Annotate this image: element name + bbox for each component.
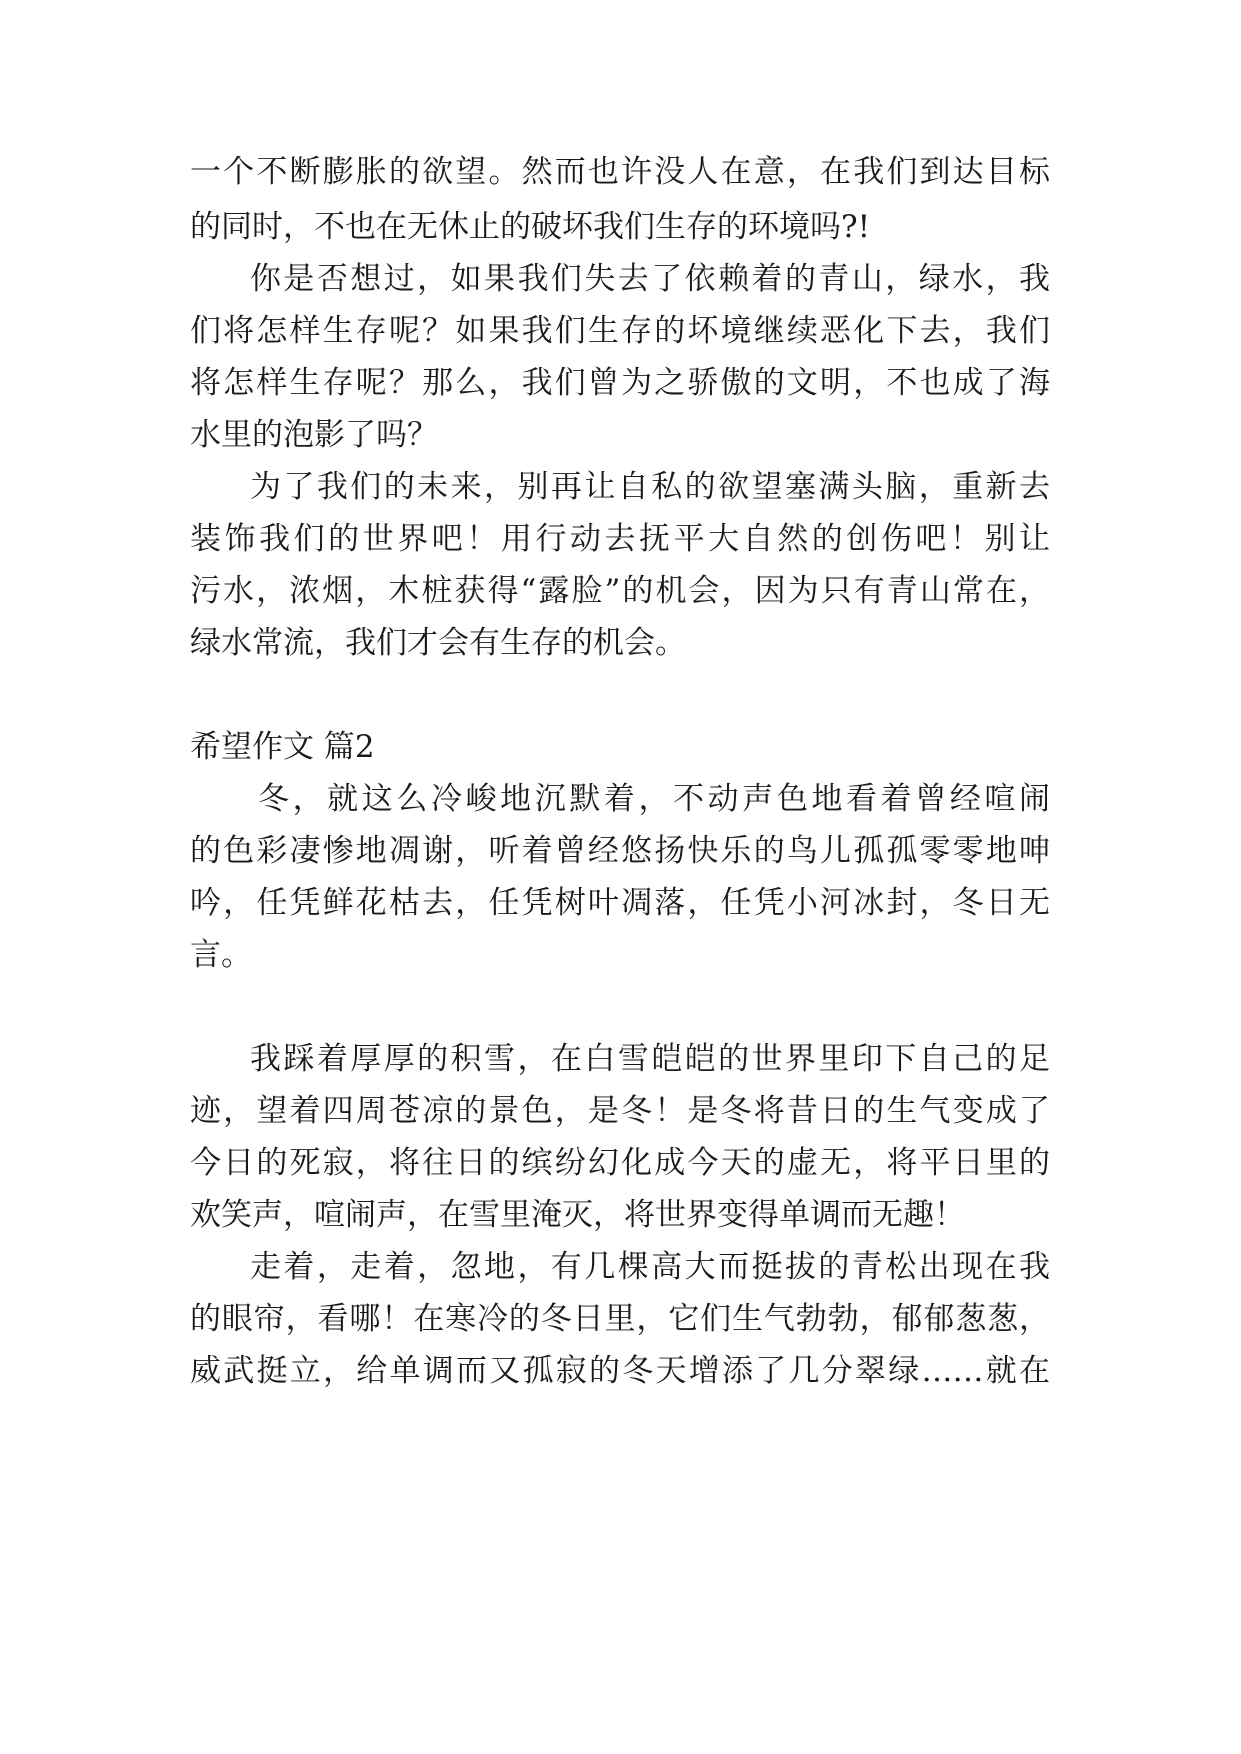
paragraph-line: 为了我们的未来，别再让自私的欲望塞满头脑，重新去 bbox=[250, 469, 1050, 505]
paragraph-line: 你是否想过，如果我们失去了依赖着的青山，绿水，我 bbox=[250, 261, 1050, 297]
paragraph-line: 的色彩凄惨地凋谢，听着曾经悠扬快乐的鸟儿孤孤零零地呻 bbox=[190, 833, 1050, 869]
paragraph-line: 言。 bbox=[190, 937, 252, 973]
paragraph-line: 将怎样生存呢？那么，我们曾为之骄傲的文明，不也成了海 bbox=[190, 365, 1050, 401]
paragraph-line: 我踩着厚厚的积雪，在白雪皑皑的世界里印下自己的足 bbox=[250, 1041, 1050, 1077]
paragraph-line: 走着，走着，忽地，有几棵高大而挺拔的青松出现在我 bbox=[250, 1249, 1050, 1285]
paragraph-line: 绿水常流，我们才会有生存的机会。 bbox=[190, 625, 686, 661]
paragraph-line: 威武挺立，给单调而又孤寂的冬天增添了几分翠绿……就在 bbox=[190, 1353, 1050, 1389]
paragraph-line: 装饰我们的世界吧！用行动去抚平大自然的创伤吧！别让 bbox=[190, 521, 1050, 557]
paragraph-line: 吟，任凭鲜花枯去，任凭树叶凋落，任凭小河冰封，冬日无 bbox=[190, 885, 1050, 921]
paragraph-line: 迹，望着四周苍凉的景色，是冬！是冬将昔日的生气变成了 bbox=[190, 1093, 1050, 1129]
paragraph-line: 今日的死寂，将往日的缤纷幻化成今天的虚无，将平日里的 bbox=[190, 1145, 1050, 1181]
paragraph-line: 的同时，不也在无休止的破坏我们生存的环境吗?! bbox=[190, 209, 871, 245]
section-heading: 希望作文 篇2 bbox=[190, 729, 375, 765]
paragraph-line: 冬，就这么冷峻地沉默着，不动声色地看着曾经喧闹 bbox=[258, 781, 1050, 817]
paragraph-line: 污水，浓烟，木桩获得“露脸”的机会，因为只有青山常在， bbox=[190, 573, 1050, 609]
paragraph-line: 水里的泡影了吗？ bbox=[190, 417, 438, 453]
paragraph-line: 的眼帘，看哪！在寒冷的冬日里，它们生气勃勃，郁郁葱葱， bbox=[190, 1301, 1050, 1337]
paragraph-line: 欢笑声，喧闹声，在雪里淹灭，将世界变得单调而无趣！ bbox=[190, 1197, 965, 1233]
paragraph-line: 们将怎样生存呢？如果我们生存的坏境继续恶化下去，我们 bbox=[190, 313, 1050, 349]
paragraph-line: 一个不断膨胀的欲望。然而也许没人在意，在我们到达目标 bbox=[190, 154, 1050, 190]
